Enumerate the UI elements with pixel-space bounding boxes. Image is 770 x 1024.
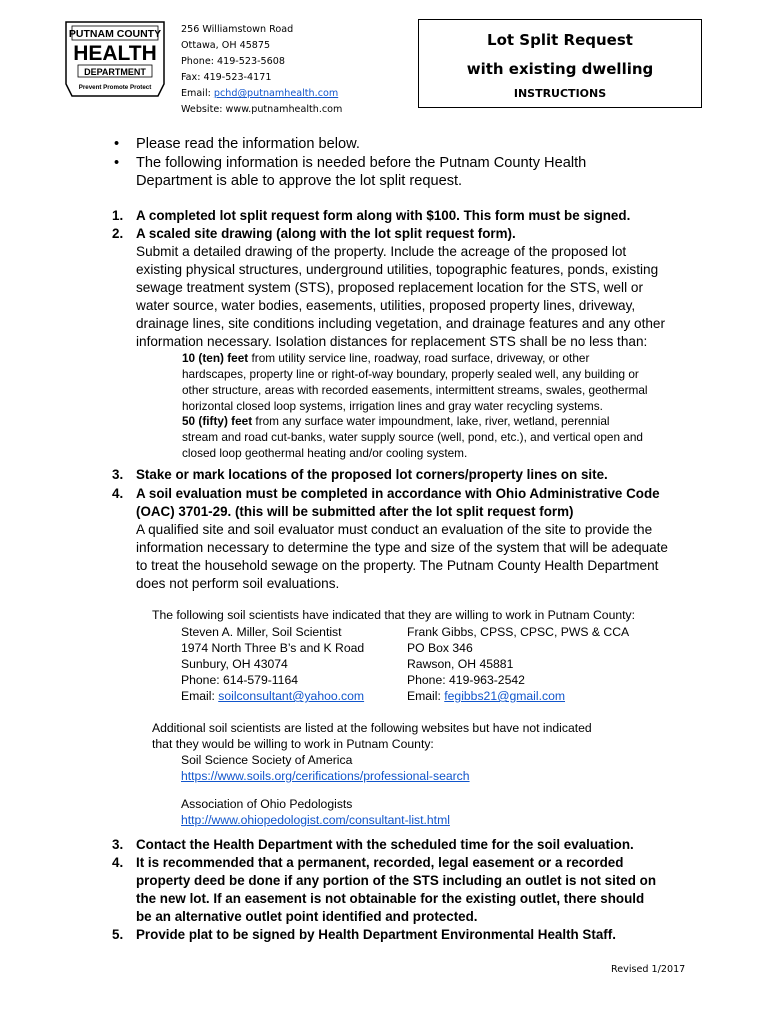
org-1-name: Soil Science Society of America: [181, 753, 353, 767]
scientists-intro: The following soil scientists have indicated that they are willing to work in Putnam County:: [152, 608, 636, 622]
contact-phone: Phone: 419-523-5608: [181, 56, 285, 68]
bullet-icon: •: [114, 155, 120, 171]
logo-county-text: PUTNAM COUNTY: [68, 28, 162, 40]
ten-feet-line: hardscapes, property line or right-of-way boundary, properly sealed well, any building or: [182, 367, 639, 381]
scientist-1-address: 1974 North Three B’s and K Road: [181, 641, 365, 655]
additional-line: that they would be willing to work in Putnam County:: [152, 737, 434, 751]
soil-paragraph-line: A qualified site and soil evaluator must conduct an evaluation of the site to provide the: [136, 522, 653, 537]
revision-date: Revised 1/2017: [611, 964, 686, 975]
title-box: [418, 19, 702, 108]
scientist-1-email-row: Email: soilconsultant@yahoo.com: [181, 689, 365, 703]
logo-tagline: Prevent Promote Protect: [78, 84, 152, 91]
contact-website: Website: www.putnamhealth.com: [181, 104, 343, 116]
scientist-1-city: Sunbury, OH 43074: [181, 657, 288, 671]
drawing-paragraph-line: water source, water bodies, easements, utilities, proposed property lines, driveway,: [136, 298, 636, 313]
title-line-2: with existing dwelling: [466, 60, 654, 78]
scientist-2-email-link[interactable]: fegibbs21@gmail.com: [444, 689, 566, 703]
contact-info: [181, 22, 342, 119]
scientist-1-name: Steven A. Miller, Soil Scientist: [181, 625, 342, 639]
contact-fax: Fax: 419-523-4171: [181, 72, 272, 84]
contact-city: Ottawa, OH 45875: [181, 40, 271, 52]
contact-address: 256 Williamstown Road: [181, 24, 294, 35]
org-2-link[interactable]: http://www.ohiopedologist.com/consultant-list.html: [181, 813, 450, 827]
scientist-2-name: Frank Gibbs, CPSS, CPSC, PWS & CCA: [407, 625, 630, 639]
drawing-paragraph-line: drainage lines, site conditions including vegetation, and drainage features and any other: [136, 316, 666, 331]
fifty-feet-line: stream and road cut-banks, water supply source (well, pond, etc.), and vertical open and: [182, 430, 643, 444]
scientist-2-email-row: Email: fegibbs21@gmail.com: [407, 689, 566, 703]
drawing-paragraph-line: Submit a detailed drawing of the property. Include the acreage of the proposed lot: [136, 244, 627, 259]
ten-feet-label: 10 (ten) feet: [182, 351, 249, 365]
contact-email-row: [181, 86, 342, 102]
drawing-paragraph-line: existing physical structures, underground utilities, topographic features, ponds, existing: [136, 262, 659, 277]
fifty-feet-line: closed loop geothermal heating and/or cooling system.: [182, 446, 468, 460]
scientist-1-phone: Phone: 614-579-1164: [181, 673, 299, 687]
org-2-name: Association of Ohio Pedologists: [181, 797, 353, 811]
org-1-link-row: [181, 768, 470, 784]
additional-line: Additional soil scientists are listed at the following websites but have not indicated: [152, 721, 592, 735]
title-instructions: INSTRUCTIONS: [513, 87, 607, 100]
org-1-link[interactable]: https://www.soils.org/cerifications/professional-search: [181, 769, 470, 783]
contact-email-link[interactable]: pchd@putnamhealth.com: [213, 88, 339, 100]
title-line-1: Lot Split Request: [487, 31, 633, 49]
soil-paragraph-line: does not perform soil evaluations.: [136, 576, 340, 591]
soil-paragraph-line: to treat the household sewage on the property. The Putnam County Health Department: [136, 558, 659, 573]
bullet-icon: •: [114, 136, 120, 152]
scientist-2-city: Rawson, OH 45881: [407, 657, 514, 671]
scientist-1-email-link[interactable]: soilconsultant@yahoo.com: [218, 689, 365, 703]
drawing-paragraph-line: sewage treatment system (STS), proposed replacement location for the STS, well or: [136, 280, 643, 295]
logo-health-text: HEALTH: [73, 42, 157, 65]
org-2-link-row: [181, 812, 450, 828]
fifty-feet-label: 50 (fifty) feet: [182, 414, 253, 428]
soil-paragraph-line: information necessary to determine the type and size of the system that will be adequate: [136, 540, 668, 555]
scientist-2-phone: Phone: 419-963-2542: [407, 673, 525, 687]
ten-feet-line: 10 (ten) feet from utility service line, roadway, road surface, driveway, or other: [182, 351, 590, 365]
ten-feet-line: other structure, areas with recorded easements, intermittent streams, swales, geothermal: [182, 383, 648, 397]
drawing-paragraph-line: information necessary. Isolation distances for replacement STS shall be no less than:: [136, 334, 648, 349]
scientist-2-address: PO Box 346: [407, 641, 473, 655]
ten-feet-line: horizontal closed loop systems, irrigation lines and gray water recycling systems.: [182, 399, 603, 413]
contact-email-label: Email:: [181, 88, 214, 100]
putnam-county-health-logo: [58, 20, 172, 98]
fifty-feet-line: 50 (fifty) feet from any surface water impoundment, lake, river, wetland, perennial: [182, 414, 610, 428]
logo-department-text: DEPARTMENT: [84, 67, 146, 77]
